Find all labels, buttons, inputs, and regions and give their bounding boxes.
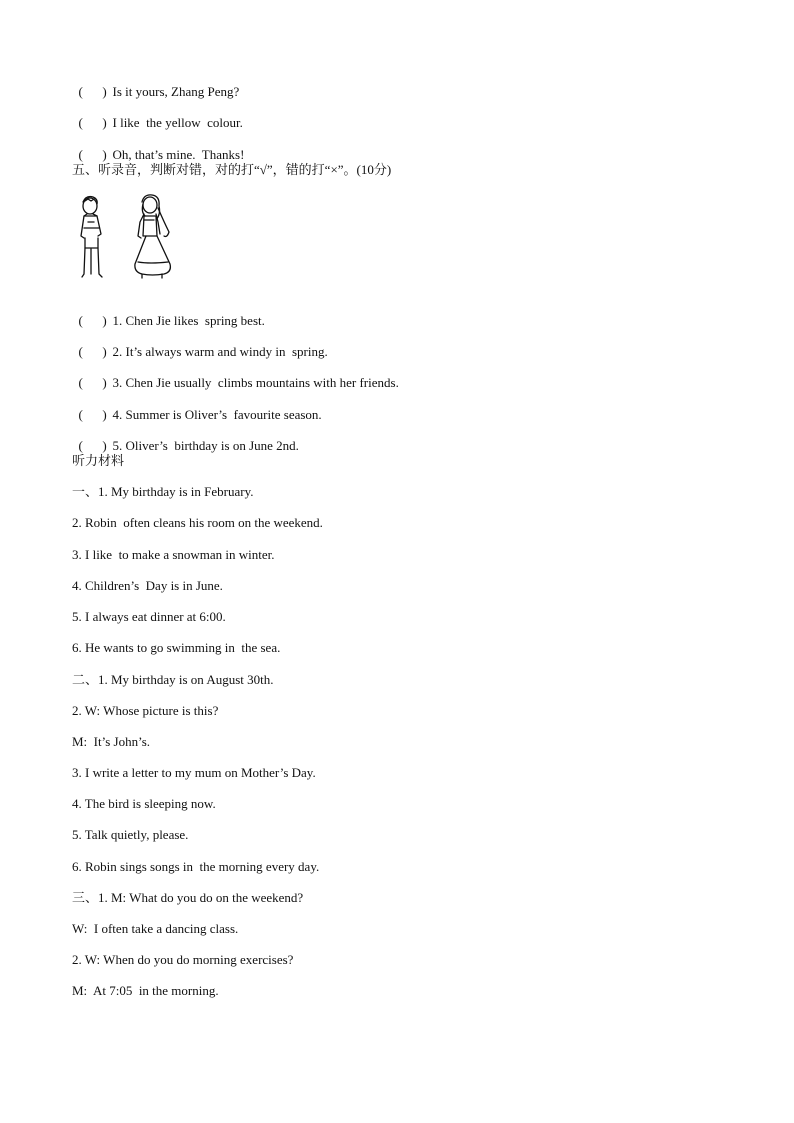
material-line: W: I often take a dancing class. [72,921,239,936]
material-line: 三、1. M: What do you do on the weekend? [72,890,304,905]
answer-paren: ( ) [78,375,107,390]
material-line: 5. Talk quietly, please. [72,827,189,842]
boy-figure [81,197,102,277]
answer-paren: ( ) [78,115,107,130]
material-line: 2. W: When do you do morning exercises? [72,952,294,967]
top-item-1 [72,68,239,100]
section5-item-5 [72,422,299,454]
material-line: 3. I like to make a snowman in winter. [72,547,275,562]
material-line: 一、1. My birthday is in February. [72,484,254,499]
section5-item-2 [72,328,328,360]
answer-paren: ( ) [78,438,107,453]
answer-paren: ( ) [78,147,107,162]
material-line: 4. Children’s Day is in June. [72,578,223,593]
item-text: 4. Summer is Oliver’s favourite season. [112,407,322,422]
answer-paren: ( ) [78,313,107,328]
material-line: 2. Robin often cleans his room on the weekend. [72,515,323,530]
material-line: 二、1. My birthday is on August 30th. [72,672,274,687]
girl-figure [135,195,171,278]
top-item-2 [72,99,243,131]
children-drawing [72,192,182,284]
material-line: 5. I always eat dinner at 6:00. [72,609,226,624]
material-line: 4. The bird is sleeping now. [72,796,216,811]
item-text: 3. Chen Jie usually climbs mountains with her friends. [112,375,399,390]
item-text: 5. Oliver’s birthday is on June 2nd. [112,438,299,453]
answer-paren: ( ) [78,84,107,99]
top-item-3 [72,131,244,163]
item-text: Is it yours, Zhang Peng? [112,84,240,99]
item-text: I like the yellow colour. [112,115,243,130]
section5-item-4 [72,391,322,423]
item-text: 2. It’s always warm and windy in spring. [112,344,328,359]
item-text: Oh, that’s mine. Thanks! [112,147,245,162]
item-text: 1. Chen Jie likes spring best. [112,313,265,328]
answer-paren: ( ) [78,344,107,359]
material-line: M: At 7:05 in the morning. [72,983,219,998]
boy-girl-illustration [72,192,182,284]
answer-paren: ( ) [78,407,107,422]
material-line: M: It’s John’s. [72,734,151,749]
section5-item-1 [72,297,265,329]
material-line: 6. Robin sings songs in the morning every day. [72,859,320,874]
material-line: 6. He wants to go swimming in the sea. [72,640,281,655]
materials-heading: 听力材料 [72,453,125,468]
section5-item-3 [72,359,399,391]
material-line: 2. W: Whose picture is this? [72,703,219,718]
material-line: 3. I write a letter to my mum on Mother’s Day. [72,765,316,780]
section5-heading: 五、听录音，判断对错，对的打“√”，错的打“×”。(10分) [72,162,392,177]
